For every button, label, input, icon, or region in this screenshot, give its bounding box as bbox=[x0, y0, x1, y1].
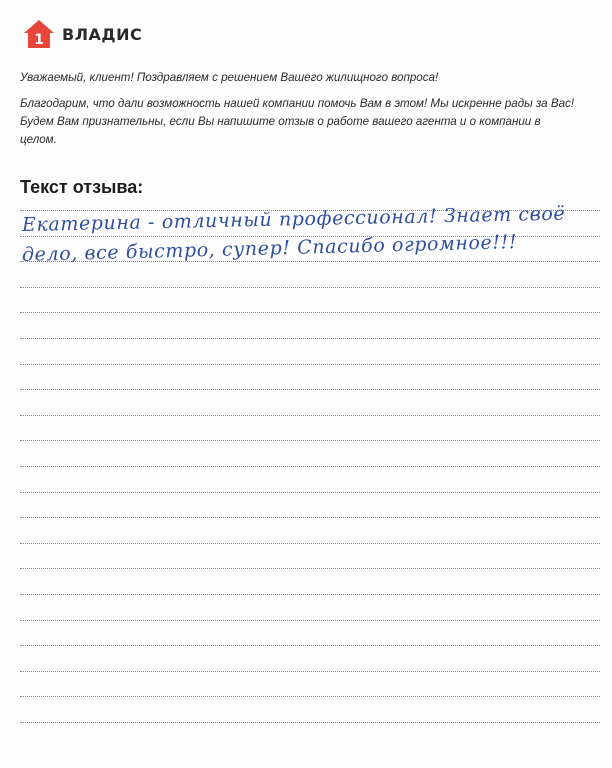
writing-rule bbox=[20, 492, 600, 493]
writing-rule bbox=[20, 287, 600, 288]
writing-rule bbox=[20, 594, 600, 595]
writing-rule bbox=[20, 620, 600, 621]
writing-rule bbox=[20, 440, 600, 441]
writing-rule bbox=[20, 415, 600, 416]
greeting-text: Уважаемый, клиент! Поздравляем с решением Вашего жилищного вопроса! bbox=[20, 71, 439, 84]
review-writing-area bbox=[20, 210, 600, 758]
house-key-icon bbox=[22, 18, 56, 50]
writing-rule bbox=[20, 568, 600, 569]
handwritten-line-1: Екатерина - отличный профессионал! Знает своё bbox=[21, 202, 566, 236]
handwritten-line-2: дело, все быстро, супер! Спасибо огромное!!! bbox=[21, 231, 518, 266]
writing-rule bbox=[20, 543, 600, 544]
writing-rule bbox=[20, 466, 600, 467]
company-logo bbox=[22, 18, 142, 50]
writing-rule bbox=[20, 364, 600, 365]
writing-rule bbox=[20, 671, 600, 672]
writing-rule bbox=[20, 389, 600, 390]
writing-rule bbox=[20, 312, 600, 313]
review-section-title: Текст отзыва: bbox=[20, 177, 144, 197]
writing-rule bbox=[20, 645, 600, 646]
logo-mark-text: 1 bbox=[34, 32, 44, 48]
writing-rule bbox=[20, 517, 600, 518]
brand-name: ВЛАДИС bbox=[62, 24, 143, 44]
writing-rule bbox=[20, 696, 600, 697]
intro-body-text: Благодарим, что дали возможность нашей компании помочь Вам в этом! Мы искренне рады за Вас! Будем Вам признательны, если Вы напишите отзыв о работе вашего агента и о компании в целом. bbox=[20, 97, 575, 146]
writing-rule bbox=[20, 338, 600, 339]
writing-rule bbox=[20, 722, 600, 723]
